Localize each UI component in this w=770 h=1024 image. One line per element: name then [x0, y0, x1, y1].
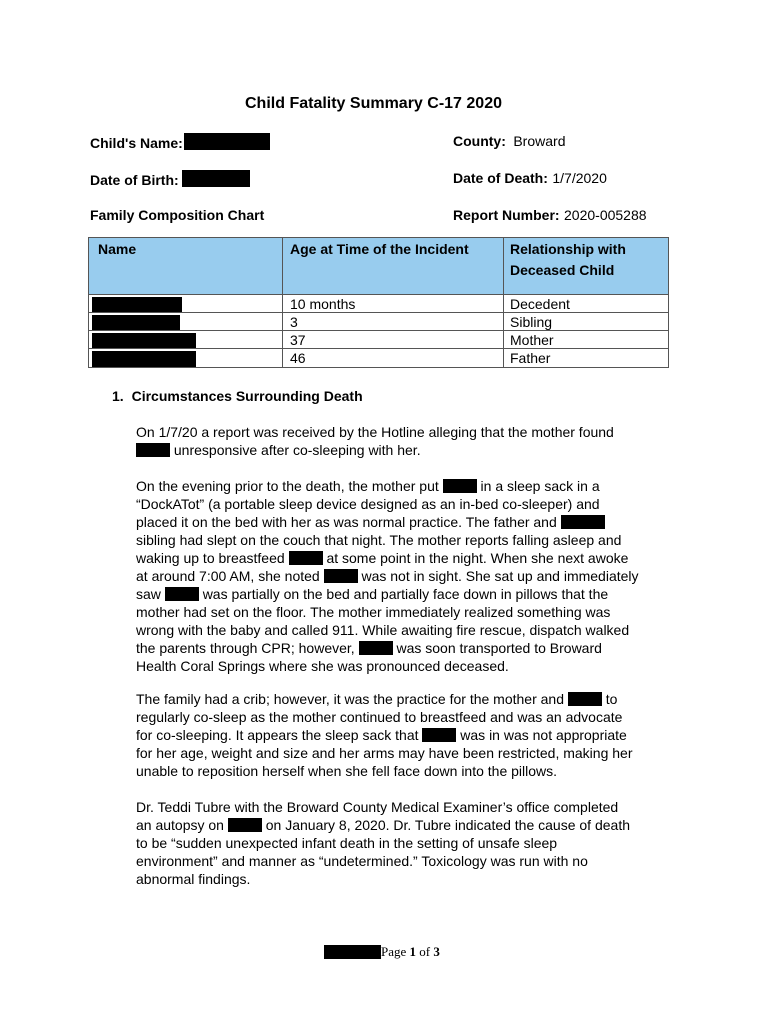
family-composition-table — [88, 237, 669, 368]
paragraph-line — [136, 477, 696, 495]
paragraph-text: On the evening prior to the death, the mother put — [136, 478, 439, 494]
paragraph — [136, 798, 696, 888]
family-chart-label: Family Composition Chart — [90, 207, 265, 223]
paragraph-text: was not in sight. She sat up and immediately — [361, 568, 639, 584]
table-cell-age: 3 — [290, 314, 298, 330]
paragraph-text: saw — [136, 586, 161, 602]
table-cell-relationship: Decedent — [510, 296, 570, 312]
paragraph-text: unresponsive after co-sleeping with her. — [173, 442, 421, 458]
paragraph-text: at some point in the night. When she next awoke — [326, 550, 629, 566]
paragraph-text: was soon transported to Broward — [396, 640, 602, 656]
redaction-block — [92, 351, 196, 367]
report-number-label: Report Number: — [453, 207, 560, 223]
paragraph-line: for her age, weight and size and her arms may have been restricted, making her — [136, 745, 633, 761]
paragraph-line — [136, 726, 696, 744]
date-of-birth-label: Date of Birth: — [90, 172, 179, 188]
paragraph-line: regularly co-sleep as the mother continued to breastfeed and was an advocate — [136, 709, 623, 725]
page-word: Page — [381, 944, 407, 959]
redaction-block — [165, 587, 199, 601]
redaction-block — [324, 569, 358, 583]
paragraph-text: placed it on the bed with her as was normal practice. The father and — [136, 514, 557, 530]
paragraph-line — [136, 690, 696, 708]
redaction-block — [422, 728, 456, 742]
redaction-block — [359, 641, 393, 655]
redaction-block — [443, 479, 477, 493]
paragraph-line — [136, 639, 696, 657]
date-of-birth-field — [90, 170, 250, 188]
redaction-block — [228, 818, 262, 832]
column-header-age: Age at Time of the Incident — [290, 241, 469, 257]
paragraph-text: for co-sleeping. It appears the sleep sack that — [136, 727, 419, 743]
paragraph-text: was in was not appropriate — [460, 727, 627, 743]
date-of-death-label: Date of Death: — [453, 170, 548, 186]
paragraph-line: environment” and manner as “undetermined.” Toxicology was run with no — [136, 853, 588, 869]
redaction-block — [92, 315, 180, 330]
table-cell-age: 46 — [290, 350, 306, 366]
redaction-block — [184, 133, 270, 150]
paragraph-line: Health Coral Springs where she was pronounced deceased. — [136, 658, 509, 674]
report-number-field — [453, 207, 647, 225]
report-number-value: 2020-005288 — [564, 207, 647, 223]
paragraph-line — [136, 441, 696, 459]
table-cell-relationship: Father — [510, 350, 551, 366]
redaction-block — [92, 333, 196, 348]
paragraph-line: unable to reposition herself when she fell face down into the pillows. — [136, 763, 558, 779]
date-of-death-field — [453, 170, 607, 188]
table-cell-age: 37 — [290, 332, 306, 348]
paragraph-line — [136, 549, 696, 567]
redaction-block — [324, 945, 381, 959]
paragraph-text: to — [605, 691, 618, 707]
paragraph-text: was partially on the bed and partially face down in pillows that the — [202, 586, 609, 602]
page-number: 1 — [409, 944, 417, 959]
county-field — [453, 133, 565, 151]
redaction-block — [561, 515, 605, 529]
table-cell-age: 10 months — [290, 296, 356, 312]
paragraph-line: mother had set on the floor. The mother immediately realized something was — [136, 604, 611, 620]
paragraph-line: Dr. Teddi Tubre with the Broward County Medical Examiner’s office completed — [136, 799, 619, 815]
county-value: Broward — [513, 133, 566, 149]
column-header-relationship — [510, 239, 626, 281]
paragraph-line: “DockATot” (a portable sleep device designed as an in-bed co-sleeper) and — [136, 496, 600, 512]
column-header-relationship-line2: Deceased Child — [510, 262, 615, 278]
paragraph-line: abnormal findings. — [136, 871, 251, 887]
page-total: 3 — [433, 944, 440, 959]
county-label: County: — [453, 133, 506, 149]
paragraph-line: On 1/7/20 a report was received by the Hotline alleging that the mother found — [136, 424, 614, 440]
paragraph-line — [136, 567, 696, 585]
table-cell-relationship: Mother — [510, 332, 554, 348]
paragraph-text: on January 8, 2020. Dr. Tubre indicated the cause of death — [265, 817, 630, 833]
redaction-block — [568, 692, 602, 706]
childs-name-label: Child's Name: — [90, 135, 183, 151]
paragraph-text: The family had a crib; however, it was the practice for the mother and — [136, 691, 564, 707]
section-title: Circumstances Surrounding Death — [131, 388, 363, 404]
paragraph-line — [136, 585, 696, 603]
column-header-name: Name — [98, 241, 137, 257]
paragraph — [136, 477, 696, 675]
section-heading — [112, 388, 363, 404]
page-footer — [324, 944, 440, 960]
paragraph — [136, 423, 696, 459]
paragraph-line: wrong with the baby and called 911. While awaiting fire rescue, dispatch walked — [136, 622, 630, 638]
redaction-block — [92, 297, 182, 312]
redaction-block — [289, 551, 323, 565]
paragraph-text: at around 7:00 AM, she noted — [136, 568, 320, 584]
page-title: Child Fatality Summary C-17 2020 — [245, 95, 502, 112]
table-cell-relationship: Sibling — [510, 314, 553, 330]
paragraph-line: to be “sudden unexpected infant death in the setting of unsafe sleep — [136, 835, 558, 851]
paragraph — [136, 690, 696, 780]
paragraph-text: an autopsy on — [136, 817, 224, 833]
section-number: 1. — [112, 388, 124, 404]
column-header-relationship-line1: Relationship with — [510, 241, 626, 257]
paragraph-line — [136, 816, 696, 834]
of-word: of — [419, 944, 431, 959]
paragraph-line — [136, 513, 696, 531]
redaction-block — [182, 170, 250, 187]
paragraph-text: the parents through CPR; however, — [136, 640, 355, 656]
childs-name-field — [90, 133, 270, 151]
paragraph-line: sibling had slept on the couch that night. The mother reports falling asleep and — [136, 532, 622, 548]
paragraph-text: waking up to breastfeed — [136, 550, 285, 566]
paragraph-text: in a sleep sack in a — [480, 478, 600, 494]
date-of-death-value: 1/7/2020 — [552, 170, 607, 186]
